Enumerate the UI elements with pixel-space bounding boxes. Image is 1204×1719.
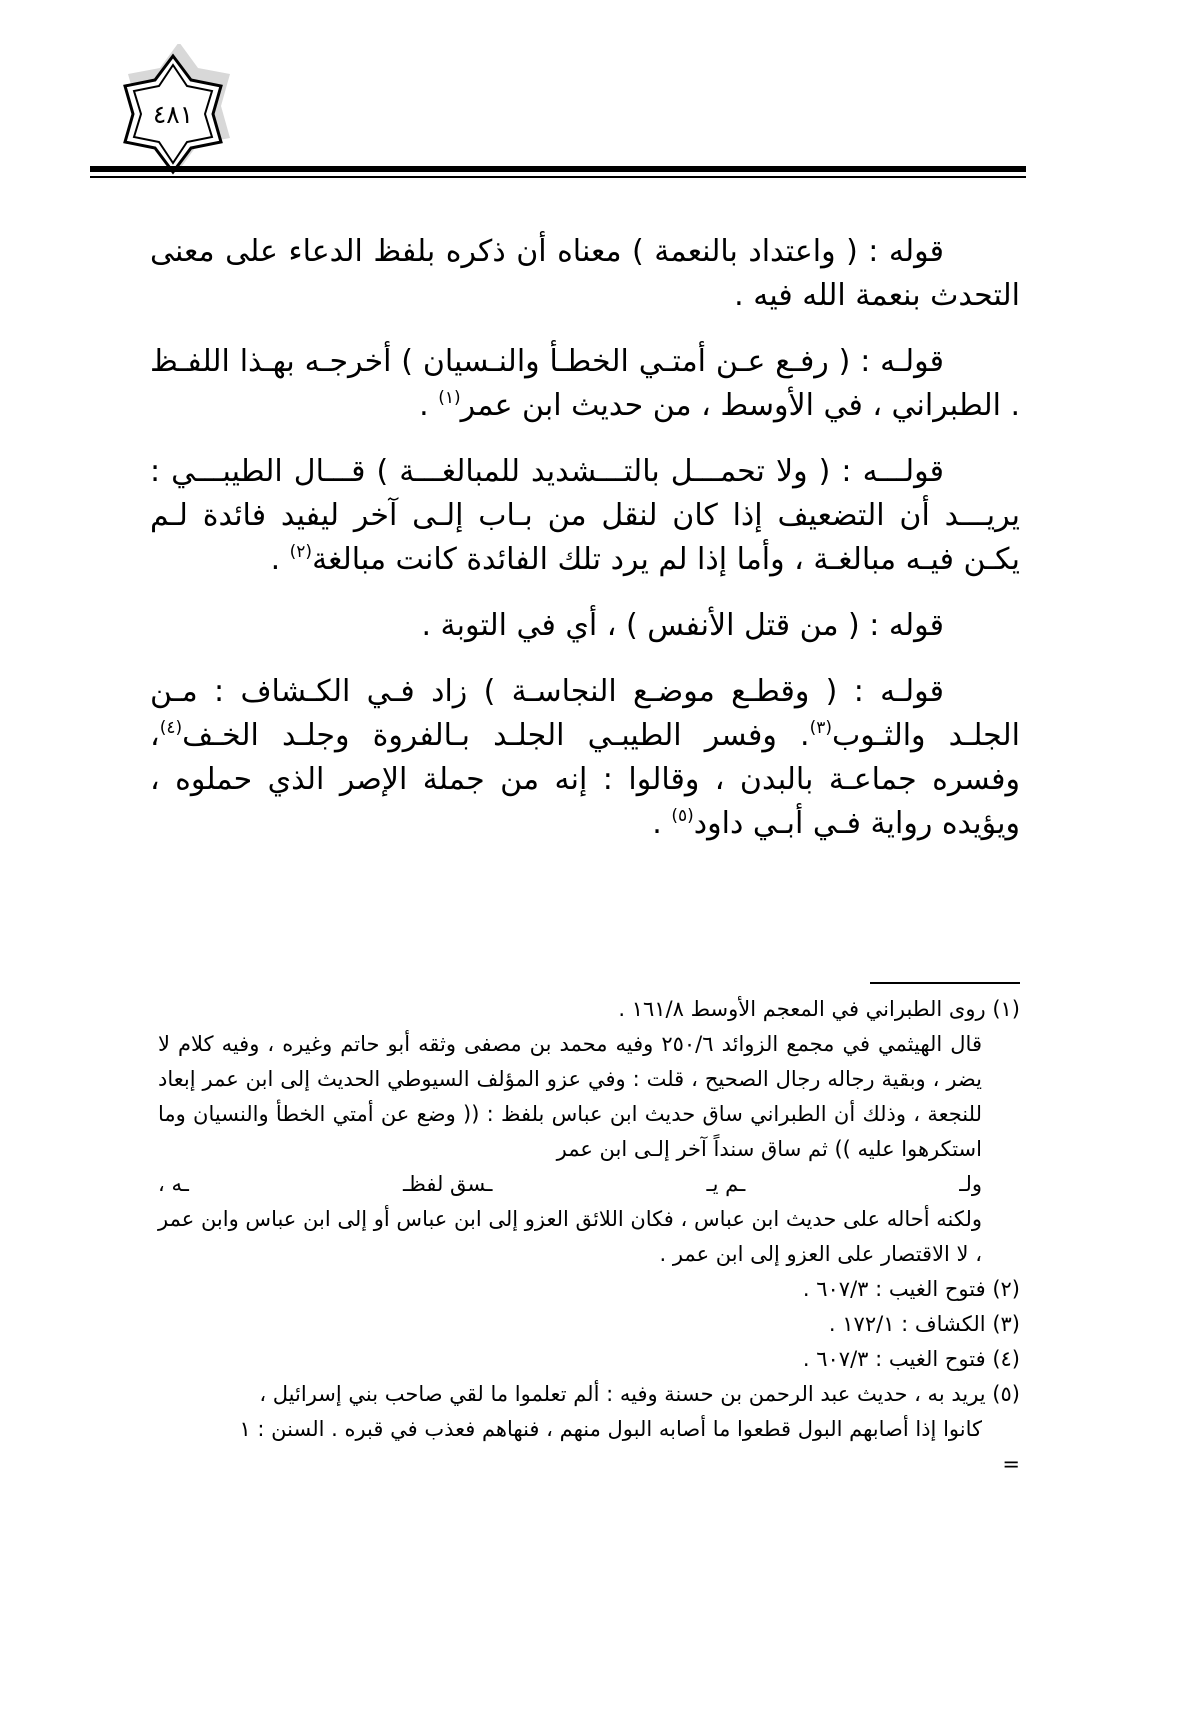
footnote-ref-3: (٣) (809, 718, 832, 738)
paragraph-4-text: قوله : ( من قتل الأنفس ) ، أي في التوبة . (421, 608, 944, 643)
paragraph-4 (150, 604, 1020, 648)
paragraph-3 (150, 450, 1020, 582)
paragraph-1-text: قوله : ( واعتداد بالنعمة ) معناه أن ذكره بلفظ الدعاء على معنى التحدث بنعمة الله فيه . (150, 234, 1020, 313)
paragraph-2-text: قولـه : ( رفـع عـن أمتـي الخطـأ والنـسيان ) أخرجـه بهـذا اللفـظ . الطبراني ، في الأوسط ، من حديث ابن عمر (150, 344, 1020, 423)
footnote-2: (٢) فتوح الغيب : ٦٠٧/٣ . (802, 1277, 1020, 1301)
stretch-word-1: ولـ (959, 1172, 982, 1196)
page-header (0, 0, 1204, 180)
main-text (150, 230, 1020, 868)
header-rule-thin (90, 176, 1026, 178)
footnote-ref-1: (١) (438, 388, 461, 408)
paragraph-3-text: قولـــه : ( ولا تحمـــل بالتـــشديد للمبالغـــة ) قـــال الطيبـــي : يريـــد أن التضعيف إذا كان لنقل من بـاب إلـى آخر ليفيد فائدة لـم يكـن فيـه مبالغـة ، وأما إذا لم يرد تلك الفائدة كانت مبالغة (150, 454, 1020, 577)
footnote-1-body: قال الهيثمي في مجمع الزوائد ٢٥٠/٦ وفيه محمد بن مصفى وثقه أبو حاتم وغيره ، وفيه كلام لا يضر ، وبقية رجاله رجال الصحيح ، قلت : وفي عزو المؤلف السيوطي الحديث إلى ابن عمر إبعاد للنجعة ، وذلك أن الطبراني ساق حديث ابن عباس بلفظ : (( وضع عن أمتي الخطأ والنسيان وما استكرهوا عليه )) ثم ساق سنداً آخر إلـى ابن عمر (158, 1032, 982, 1161)
continuation-mark: = (1002, 1452, 1020, 1476)
page-number: ٤٨١ (152, 99, 194, 129)
footnote-1-title: (١) روى الطبراني في المعجم الأوسط ١٦١/٨ . (618, 997, 1020, 1021)
footnotes (158, 992, 1020, 1482)
footnote-3: (٣) الكشاف : ١٧٢/١ . (828, 1312, 1020, 1336)
stretch-word-3: ـسق لفظـ (402, 1172, 493, 1196)
footnote-ref-4: (٤) (159, 718, 183, 738)
footnote-5-body: كانوا إذا أصابهم البول قطعوا ما أصابه البول منهم ، فنهاهم فعذب في قبره . السنن : ١ (239, 1417, 982, 1441)
paragraph-2 (150, 340, 1020, 428)
footnote-1-end: ولكنه أحاله على حديث ابن عباس ، فكان اللائق العزو إلى ابن عباس أو إلى ابن عباس وابن عمر ، لا الاقتصار على العزو إلى ابن عمر . (158, 1207, 982, 1266)
footnote-separator (870, 982, 1020, 984)
paragraph-1 (150, 230, 1020, 318)
footnote-4: (٤) فتوح الغيب : ٦٠٧/٣ . (802, 1347, 1020, 1371)
paragraph-5-tail: . (652, 806, 672, 841)
paragraph-5-text-c: ، وفسره جماعـة بالبدن ، وقالوا : إنه من جملة الإصر الذي حملوه ، ويؤيده رواية فـي أبـي داود (150, 718, 1020, 841)
page-number-badge (103, 44, 243, 184)
paragraph-5-text-a: قولـه : ( وقطـع موضـع النجاسـة ) زاد فـي الكـشاف : مـن الجلـد والثـوب (150, 674, 1020, 753)
paragraph-5-text-b: . وفسر الطيبـي الجلـد بـالفروة وجلـد الخـف (182, 718, 810, 753)
paragraph-3-tail: . (270, 542, 290, 577)
footnote-ref-5: (٥) (671, 806, 694, 826)
paragraph-2-tail: . (419, 388, 439, 423)
paragraph-5 (150, 670, 1020, 846)
stretch-word-2: ـم يـ (706, 1172, 746, 1196)
footnote-5-title: (٥) يريد به ، حديث عبد الرحمن بن حسنة وفيه : ألم تعلموا ما لقي صاحب بني إسرائيل ، (259, 1382, 1020, 1406)
stretch-word-4: ـه ، (158, 1172, 189, 1196)
footnote-ref-2: (٢) (289, 542, 313, 562)
footnote-1-stretched-line (158, 1167, 1020, 1202)
header-rule-thick (90, 166, 1026, 172)
